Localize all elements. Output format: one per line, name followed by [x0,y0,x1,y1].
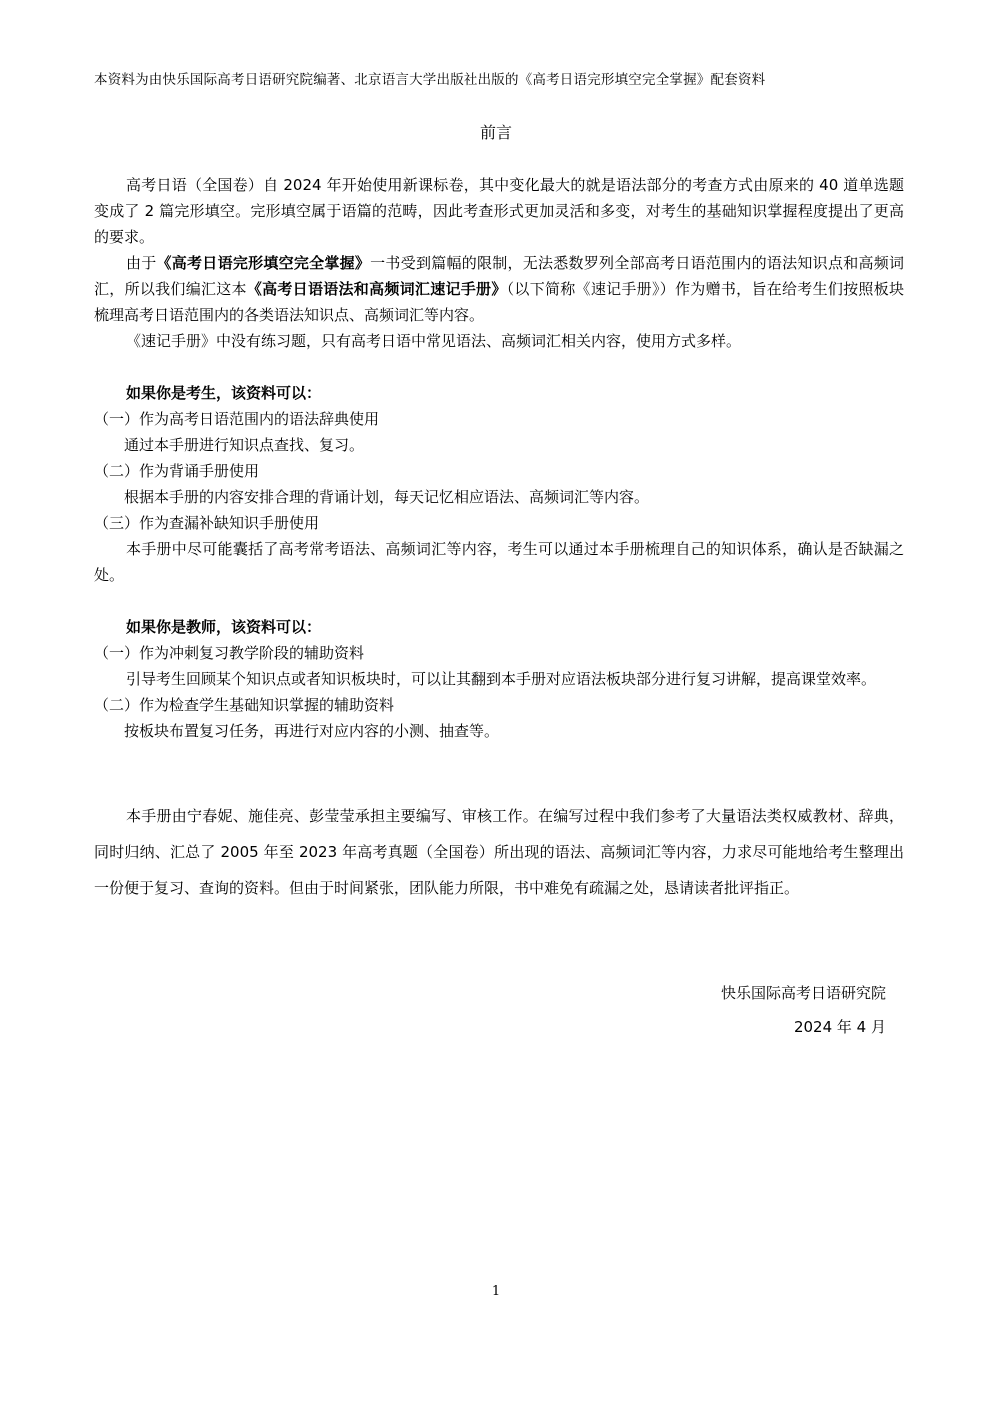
students-item-3-label: （三）作为查漏补缺知识手册使用 [94,514,320,532]
spacer [94,588,904,614]
acknowledgement-section [94,798,904,906]
students-item-3-desc: 本手册中尽可能囊括了高考常考语法、高频词汇等内容，考生可以通过本手册梳理自己的知识体系，确认是否缺漏之处。 [94,540,904,584]
main-body [94,172,904,744]
intro-paragraph-3: 《速记手册》中没有练习题，只有高考日语中常见语法、高频词汇相关内容，使用方式多样。 [126,332,742,350]
book-title-handbook: 《高考日语语法和高频词汇速记手册》 [246,280,507,298]
book-title-cloze: 《高考日语完形填空完全掌握》 [156,254,371,272]
header-note: 本资料为由快乐国际高考日语研究院编著、北京语言大学出版社出版的《高考日语完形填空完全掌握》配套资料 [94,72,766,88]
intro-p2-part-a: 由于 [126,254,157,272]
students-item-2-label: （二）作为背诵手册使用 [94,462,260,480]
intro-paragraph-2 [94,250,904,328]
teachers-heading: 如果你是教师，该资料可以： [126,618,322,636]
teachers-item-1-label: （一）作为冲刺复习教学阶段的辅助资料 [94,644,365,662]
students-heading: 如果你是考生，该资料可以： [126,384,322,402]
signature-org: 快乐国际高考日语研究院 [720,984,886,1002]
students-item-1-desc: 通过本手册进行知识点查找、复习。 [124,436,365,454]
acknowledgement-paragraph: 本手册由宁春妮、施佳亮、彭莹莹承担主要编写、审核工作。在编写过程中我们参考了大量语法类权威教材、辞典，同时归纳、汇总了 2005 年至 2023 年高考真题（全国卷）所出现的语法、高频词汇等内容，力求尽可能地给考生整理出一份便于复习、查询的资料。但由于时间紧张，团队能力所限，书中难免有疏漏之处，恳请读者批评指正。 [94,807,904,897]
teachers-item-2-desc: 按板块布置复习任务，再进行对应内容的小测、抽查等。 [124,722,500,740]
spacer [94,354,904,380]
intro-p2-part-e: （以下简称《速记手册》）作为赠书，旨在给考生们按照板块梳理高考日语范围内的各类语法知识点、高频词汇等内容。 [94,280,904,324]
intro-paragraph-1: 高考日语（全国卷）自 2024 年开始使用新课标卷，其中变化最大的就是语法部分的考查方式由原来的 40 道单选题变成了 2 篇完形填空。完形填空属于语篇的范畴，因此考查形式更加灵活和多变，对考生的基础知识掌握程度提出了更高的要求。 [94,176,904,246]
page-number: 1 [491,1284,501,1299]
teachers-item-1-desc: 引导考生回顾某个知识点或者知识板块时，可以让其翻到本手册对应语法板块部分进行复习讲解，提高课堂效率。 [126,670,877,688]
intro-p2-part-c: 一书受到篇幅的限制，无法悉数罗列全部高考日语范围内的语法知识点和高频词汇，所以我们编汇这本 [94,254,904,298]
page-title: 前言 [479,123,512,142]
students-item-1-label: （一）作为高考日语范围内的语法辞典使用 [94,410,380,428]
signature-date: 2024 年 4 月 [793,1018,886,1036]
students-item-2-desc: 根据本手册的内容安排合理的背诵计划，每天记忆相应语法、高频词汇等内容。 [124,488,650,506]
teachers-item-2-label: （二）作为检查学生基础知识掌握的辅助资料 [94,696,395,714]
